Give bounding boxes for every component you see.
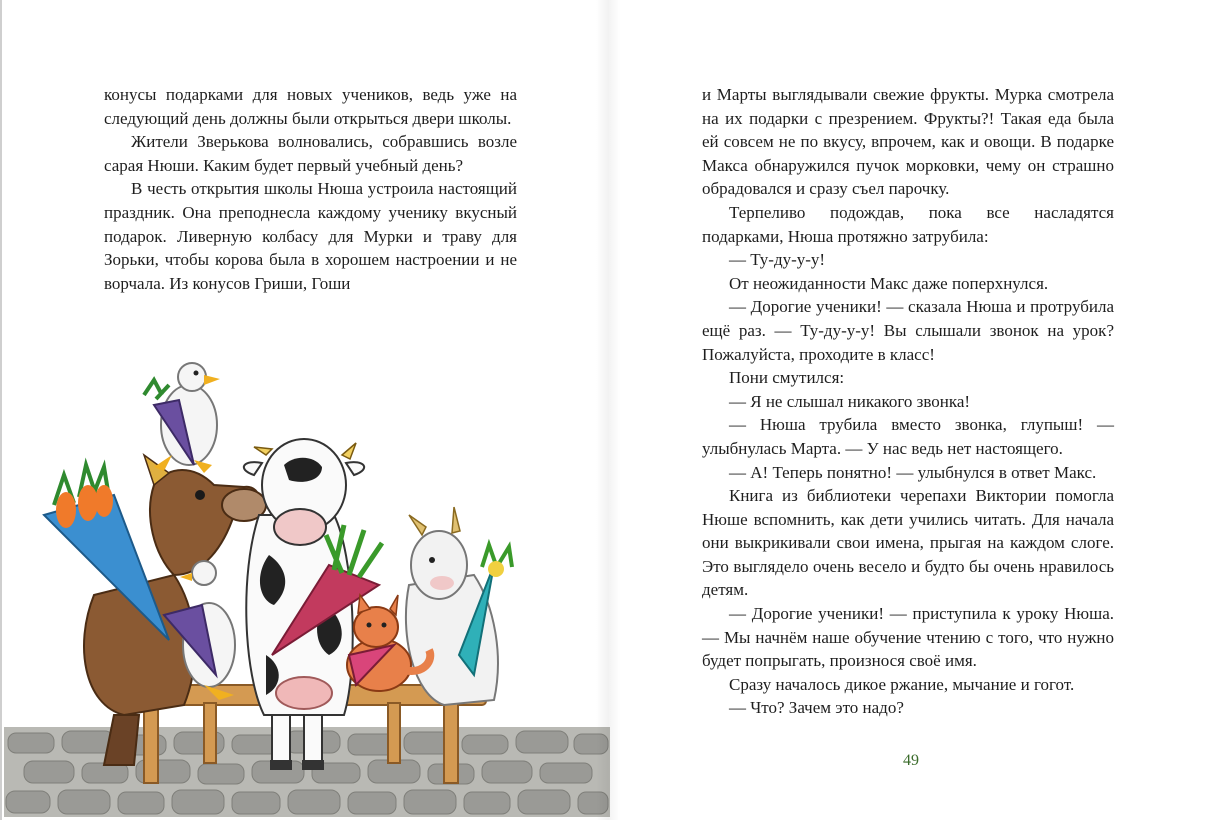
paragraph: — Нюша трубила вместо звонка, глупыш! — улыбнулась Марта. — У нас ведь нет настоящего. xyxy=(702,415,1114,458)
paragraph: — Дорогие ученики! — сказала Нюша и протрубила ещё раз. — Ту-ду-у-у! Вы слышали звонок на урок? Пожалуйста, проходите в класс! xyxy=(702,297,1114,364)
paragraph: — Я не слышал никакого звонка! xyxy=(729,391,971,411)
paragraph: Терпеливо подождав, пока все насладятся подарками, Нюша протяжно затрубила: xyxy=(702,202,1114,246)
pig-figure xyxy=(276,677,332,709)
right-page xyxy=(608,0,1214,820)
goose-figure xyxy=(144,363,220,473)
paragraph: От неожиданности Макс даже поперхнулся. xyxy=(729,273,1049,293)
right-page-text xyxy=(702,83,1114,720)
paragraph: — Ту-ду-у-у! xyxy=(729,250,826,270)
paragraph: и Марты выглядывали свежие фрукты. Мурка смотрела на их подарки с презрением. Фрукты?! Такая еда была ей совсем не по вкусу, впрочем, как и овощи. В подарке Макса обнаружился пучок морковки, чему он страшно обрадовался и сразу съел парочку. xyxy=(702,85,1114,199)
paragraph: Книга из библиотеки черепахи Виктории помогла Нюше вспомнить, как дети учились читать. Для начала они выкрикивали свои имена, прыгая на каждом слоге. Это выглядело очень весело и будто бы очень нравилось детям. xyxy=(702,486,1114,600)
animals-on-bench-illustration xyxy=(4,355,610,817)
paragraph: Сразу началось дикое ржание, мычание и гогот. xyxy=(729,674,1075,694)
paragraph: — Что? Зачем это надо? xyxy=(729,698,904,718)
paragraph: — А! Теперь понятно! — улыбнулся в ответ Макс. xyxy=(729,462,1097,482)
paragraph: — Дорогие ученики! — приступила к уроку Нюша. — Мы начнём наше обучение чтению с того, что нужно будет попрыгать, произнося своё имя. xyxy=(702,604,1114,671)
left-page-text xyxy=(104,83,517,295)
page-number: 49 xyxy=(903,752,919,769)
paragraph: конусы подарками для новых учеников, ведь уже на следующий день должны были открыться двери школы. xyxy=(104,85,517,128)
paragraph: Жители Зверькова волновались, собравшись возле сарая Нюши. Каким будет первый учебный день? xyxy=(104,132,517,175)
goat-figure xyxy=(406,507,512,705)
paragraph: Пони смутился: xyxy=(729,368,845,388)
paragraph: В честь открытия школы Нюша устроила настоящий праздник. Она преподнесла каждому ученику вкусный подарок. Ливерную колбасу для Мурки и траву для Зорьки, чтобы корова была в хорошем настроении и не ворчала. Из конусов Гриши, Гоши xyxy=(104,179,517,293)
